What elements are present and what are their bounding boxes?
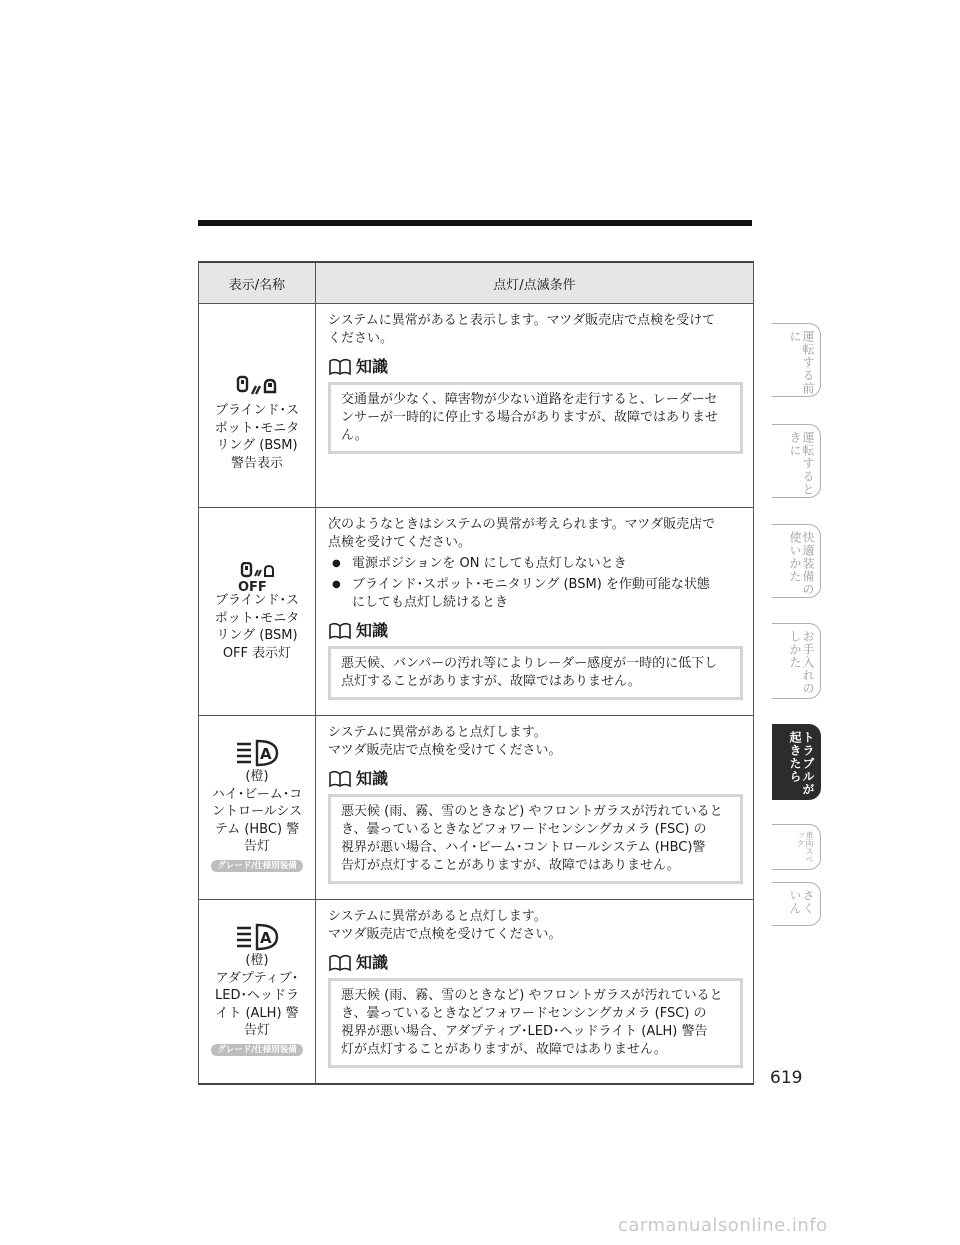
name-line: ポット･モニタ [214,420,300,436]
knowledge-box [328,382,743,454]
description-line: システムに異常があると点灯します。 [328,725,547,740]
indicator-cell [199,900,316,1084]
bullet-item [328,555,743,573]
knowledge-label: 知識 [356,621,389,640]
knowledge-line: 視界が悪い場合、アダプティブ･LED･ヘッドライト (ALH) 警告 [341,1024,708,1039]
name-line: テム (HBC) 警 [214,821,300,837]
name-line: ブラインド･ス [214,403,300,418]
indicator-cell [199,508,316,716]
condition-cell [316,304,754,508]
knowledge-line: 告灯が点灯することがありますが、故障ではありません。 [341,858,680,873]
name-line: リング (BSM) [216,438,298,453]
knowledge-line: 悪天候 (雨、霧、雪のときなど) やフロントガラスが汚れていると [341,804,723,819]
header-conditions: 点灯/点滅条件 [316,262,754,304]
bsm-warning-icon [235,374,279,402]
knowledge-line: ンサーが一時的に停止する場合がありますが、故障ではありませ [341,410,719,425]
side-tab-before-driving[interactable] [772,323,821,397]
knowledge-label: 知識 [356,769,389,788]
description-line: システムに異常があると点灯します。 [328,909,547,924]
hbc-warning-icon [233,738,281,768]
name-line: 警告表示 [230,455,283,471]
svg-text:OFF: OFF [238,580,267,592]
side-tab-index[interactable] [772,882,821,926]
side-tab-troubleshooting[interactable] [772,724,821,800]
name-line: OFF 表示灯 [222,645,292,661]
indicator-name [199,952,315,1040]
page-number: 619 [770,1068,803,1088]
description-line: ください。 [328,331,394,346]
knowledge-line: 点灯することがありますが、故障ではありません。 [341,674,641,689]
knowledge-line: 悪天候 (雨、霧、雪のときなど) やフロントガラスが汚れていると [341,988,723,1003]
grade-tag: グレード/仕様別装備 [211,1044,303,1056]
name-line: 告灯 [243,1023,270,1038]
bullet-line: ブラインド･スポット･モニタリング (BSM) を作動可能な状態 [352,577,710,592]
condition-cell [316,900,754,1084]
name-line: ハイ･ビーム･コ [211,786,303,802]
knowledge-heading [328,954,743,972]
bsm-off-icon [235,562,279,592]
bullet-line: 電源ポジションを ON にしても点灯しないとき [352,556,627,571]
book-icon [328,622,352,640]
knowledge-box [328,646,743,700]
indicator-name [199,402,315,472]
side-tab-label: お手入れのしかた [788,630,815,695]
side-tab-while-driving[interactable] [772,424,821,498]
knowledge-box [328,794,743,884]
bullet-dot-icon: ● [332,579,341,590]
bullet-dot-icon: ● [332,558,341,569]
knowledge-line: 灯が点灯することがありますが、故障ではありません。 [341,1042,667,1057]
indicator-name [199,768,315,856]
indicator-name [199,592,315,662]
knowledge-line: き、曇っているときなどフォワードセンシングカメラ (FSC) の [341,1006,707,1021]
table-row [199,716,754,900]
indicator-cell [199,304,316,508]
svg-text:A: A [260,929,272,947]
table-header-row [199,262,754,304]
bullet-line: にしても点灯し続けるとき [352,595,509,610]
knowledge-label: 知識 [356,357,389,376]
description-line: 次のようなときはシステムの異常が考えられます。マツダ販売店で [328,517,716,532]
knowledge-line: き、曇っているときなどフォワードセンシングカメラ (FSC) の [341,822,707,837]
side-tab-label: 運転するときに [788,431,815,496]
warning-table [198,261,754,1085]
condition-cell [316,508,754,716]
name-line: ブラインド･ス [214,593,300,608]
name-line: 告灯 [243,839,270,854]
color-note: (橙) [245,769,269,784]
alh-warning-icon [233,922,281,952]
knowledge-box [328,978,743,1068]
knowledge-line: 視界が悪い場合、ハイ･ビーム･コントロールシステム (HBC)警 [341,840,706,855]
description-line: マツダ販売店で点検を受けてください。 [328,743,562,758]
knowledge-line: 悪天候、バンパーの汚れ等によりレーダー感度が一時的に低下し [341,656,718,671]
knowledge-line: ん。 [341,428,368,443]
name-line: リング (BSM) [216,628,298,643]
book-icon [328,954,352,972]
description-line: システムに異常があると表示します。マツダ販売店で点検を受けて [328,313,716,328]
table-row [199,304,754,508]
description-line: 点検を受けてください。 [328,535,472,550]
side-tab-vehicle-specs[interactable] [772,824,821,870]
description-line: マツダ販売店で点検を受けてください。 [328,927,562,942]
name-line: イト (ALH) 警 [215,1005,299,1021]
side-tab-label: さくいん [788,889,815,915]
name-line: ポット･モニタ [214,610,300,626]
knowledge-heading [328,622,743,640]
table-row [199,508,754,716]
color-note: (橙) [245,953,269,968]
indicator-cell [199,716,316,900]
header-indicator-name: 表示/名称 [199,262,316,304]
side-tab-label: 快適装備の使いかた [788,531,815,596]
grade-tag: グレード/仕様別装備 [211,860,303,872]
side-tab-label: 車両スペック [796,831,814,863]
side-tab-maintenance[interactable] [772,623,821,699]
name-line: ントロールシス [211,804,303,819]
name-line: アダプティブ･ [215,970,299,986]
watermark: carmanualsonline.info [618,1215,828,1236]
top-rule [198,220,752,226]
condition-cell [316,716,754,900]
table-row [199,900,754,1084]
knowledge-heading [328,770,743,788]
book-icon [328,770,352,788]
side-tab-comfort-equipment[interactable] [772,524,821,598]
book-icon [328,358,352,376]
knowledge-label: 知識 [356,953,389,972]
name-line: LED･ヘッドラ [215,988,299,1003]
svg-text:A: A [260,745,272,763]
knowledge-line: 交通量が少なく、障害物が少ない道路を走行すると、レーダーセ [341,392,718,407]
knowledge-heading [328,358,743,376]
bullet-item [328,576,743,612]
side-tab-label: 運転する前に [788,330,815,395]
side-tab-label: トラブルが起きたら [788,731,815,796]
